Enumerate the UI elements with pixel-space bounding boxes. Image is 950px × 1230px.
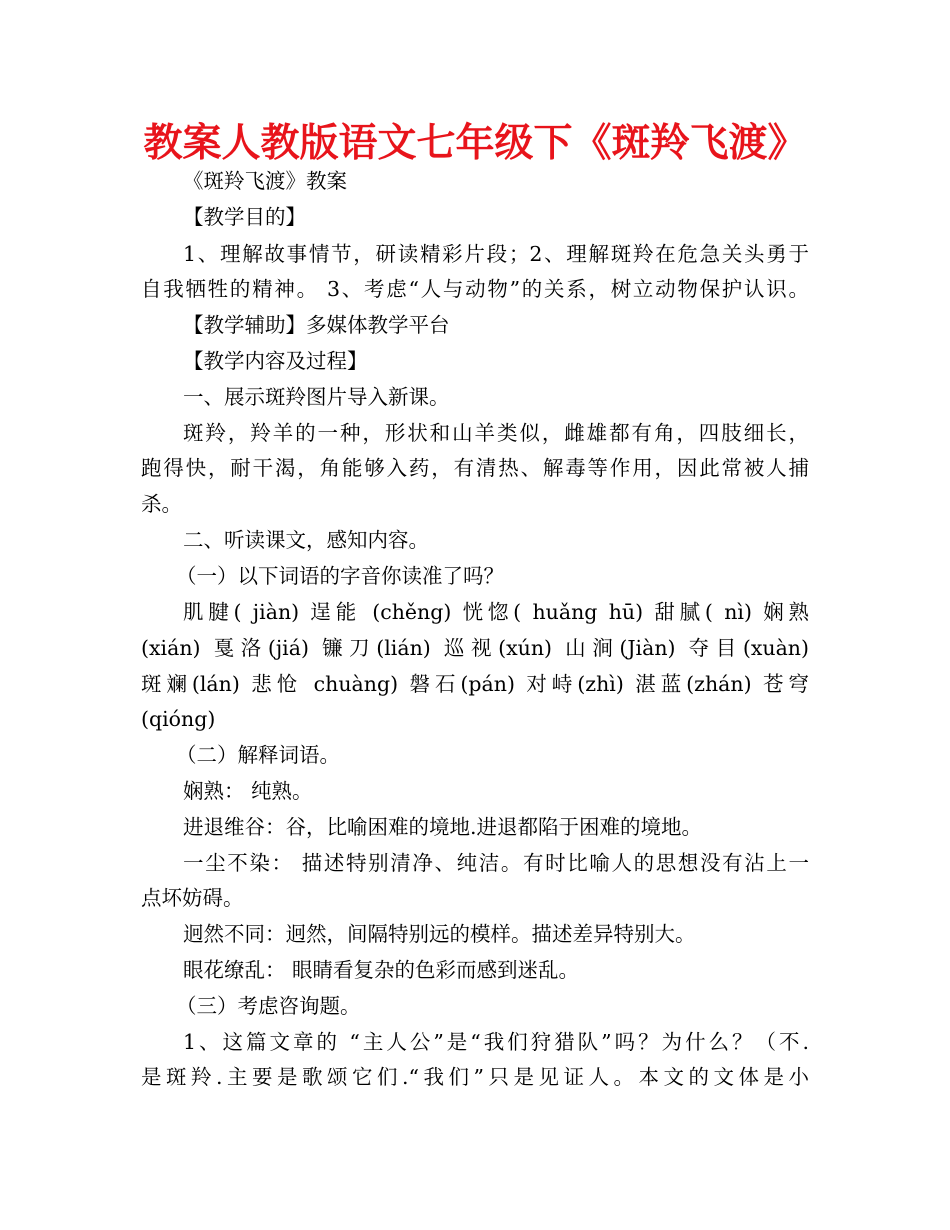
pinyin-line: (xián) 戛洛(jiá) 镰刀(lián) 巡视(xún) 山涧(Jiàn) 夺目(xuàn) xyxy=(141,636,809,660)
paragraph-line: 自我牺牲的精神。 3、考虑“人与动物”的关系，树立动物保护认识。 xyxy=(141,277,809,301)
definition-line: 眼花缭乱： 眼睛看复杂的色彩而感到迷乱。 xyxy=(183,958,580,982)
definition-line: 娴熟： 纯熟。 xyxy=(183,779,313,803)
section-heading-process: 【教学内容及过程】 xyxy=(183,349,368,373)
paragraph-line: 斑羚，羚羊的一种，形状和山羊类似，雌雄都有角，四肢细长， xyxy=(183,421,809,445)
paragraph-line: 1、这篇文章的 “主人公”是“我们狩猎队”吗？为什么？（不. xyxy=(183,1030,809,1054)
paragraph-line: 杀。 xyxy=(141,492,182,516)
section-heading-goals: 【教学目的】 xyxy=(183,205,306,229)
definition-line: 一尘不染： 描述特别清净、纯洁。有时比喻人的思想没有沾上一 xyxy=(183,851,809,875)
definition-line: 进退维谷：谷，比喻困难的境地.进退都陷于困难的境地。 xyxy=(183,815,703,839)
paragraph-line: 是斑羚.主要是歌颂它们.“我们”只是见证人。本文的文体是小 xyxy=(141,1065,809,1089)
definition-line: 点坏妨碍。 xyxy=(141,886,244,910)
paragraph-line: （三）考虑咨询题。 xyxy=(176,994,361,1018)
paragraph-line: 一、展示斑羚图片导入新课。 xyxy=(183,385,450,409)
paragraph-line: （二）解释词语。 xyxy=(176,743,340,767)
section-heading-aids: 【教学辅助】多媒体教学平台 xyxy=(183,313,450,337)
subtitle: 《斑羚飞渡》教案 xyxy=(183,169,347,193)
paragraph-line: （一）以下词语的字音你读准了吗？ xyxy=(176,564,504,588)
pinyin-line: 斑斓(lán) 悲怆 chuàng) 磐石(pán) 对峙(zhì) 湛蓝(zhán) 苍穹 xyxy=(141,672,809,696)
paragraph-line: 跑得快，耐干渴，角能够入药，有清热、解毒等作用，因此常被人捕 xyxy=(141,456,809,480)
definition-line: 迥然不同：迥然，间隔特别远的模样。描述差异特别大。 xyxy=(183,922,696,946)
document-title: 教案人教版语文七年级下《斑羚飞渡》 xyxy=(143,121,807,166)
paragraph-line: 二、听读课文，感知内容。 xyxy=(183,528,429,552)
paragraph-line: 1、理解故事情节，研读精彩片段；2、理解斑羚在危急关头勇于 xyxy=(183,242,809,266)
pinyin-line: (qióng) xyxy=(141,707,216,731)
pinyin-line: 肌腱( jiàn) 逞能 (chěng) 恍惚( huǎng hū) 甜腻( nì) 娴熟 xyxy=(183,600,809,624)
